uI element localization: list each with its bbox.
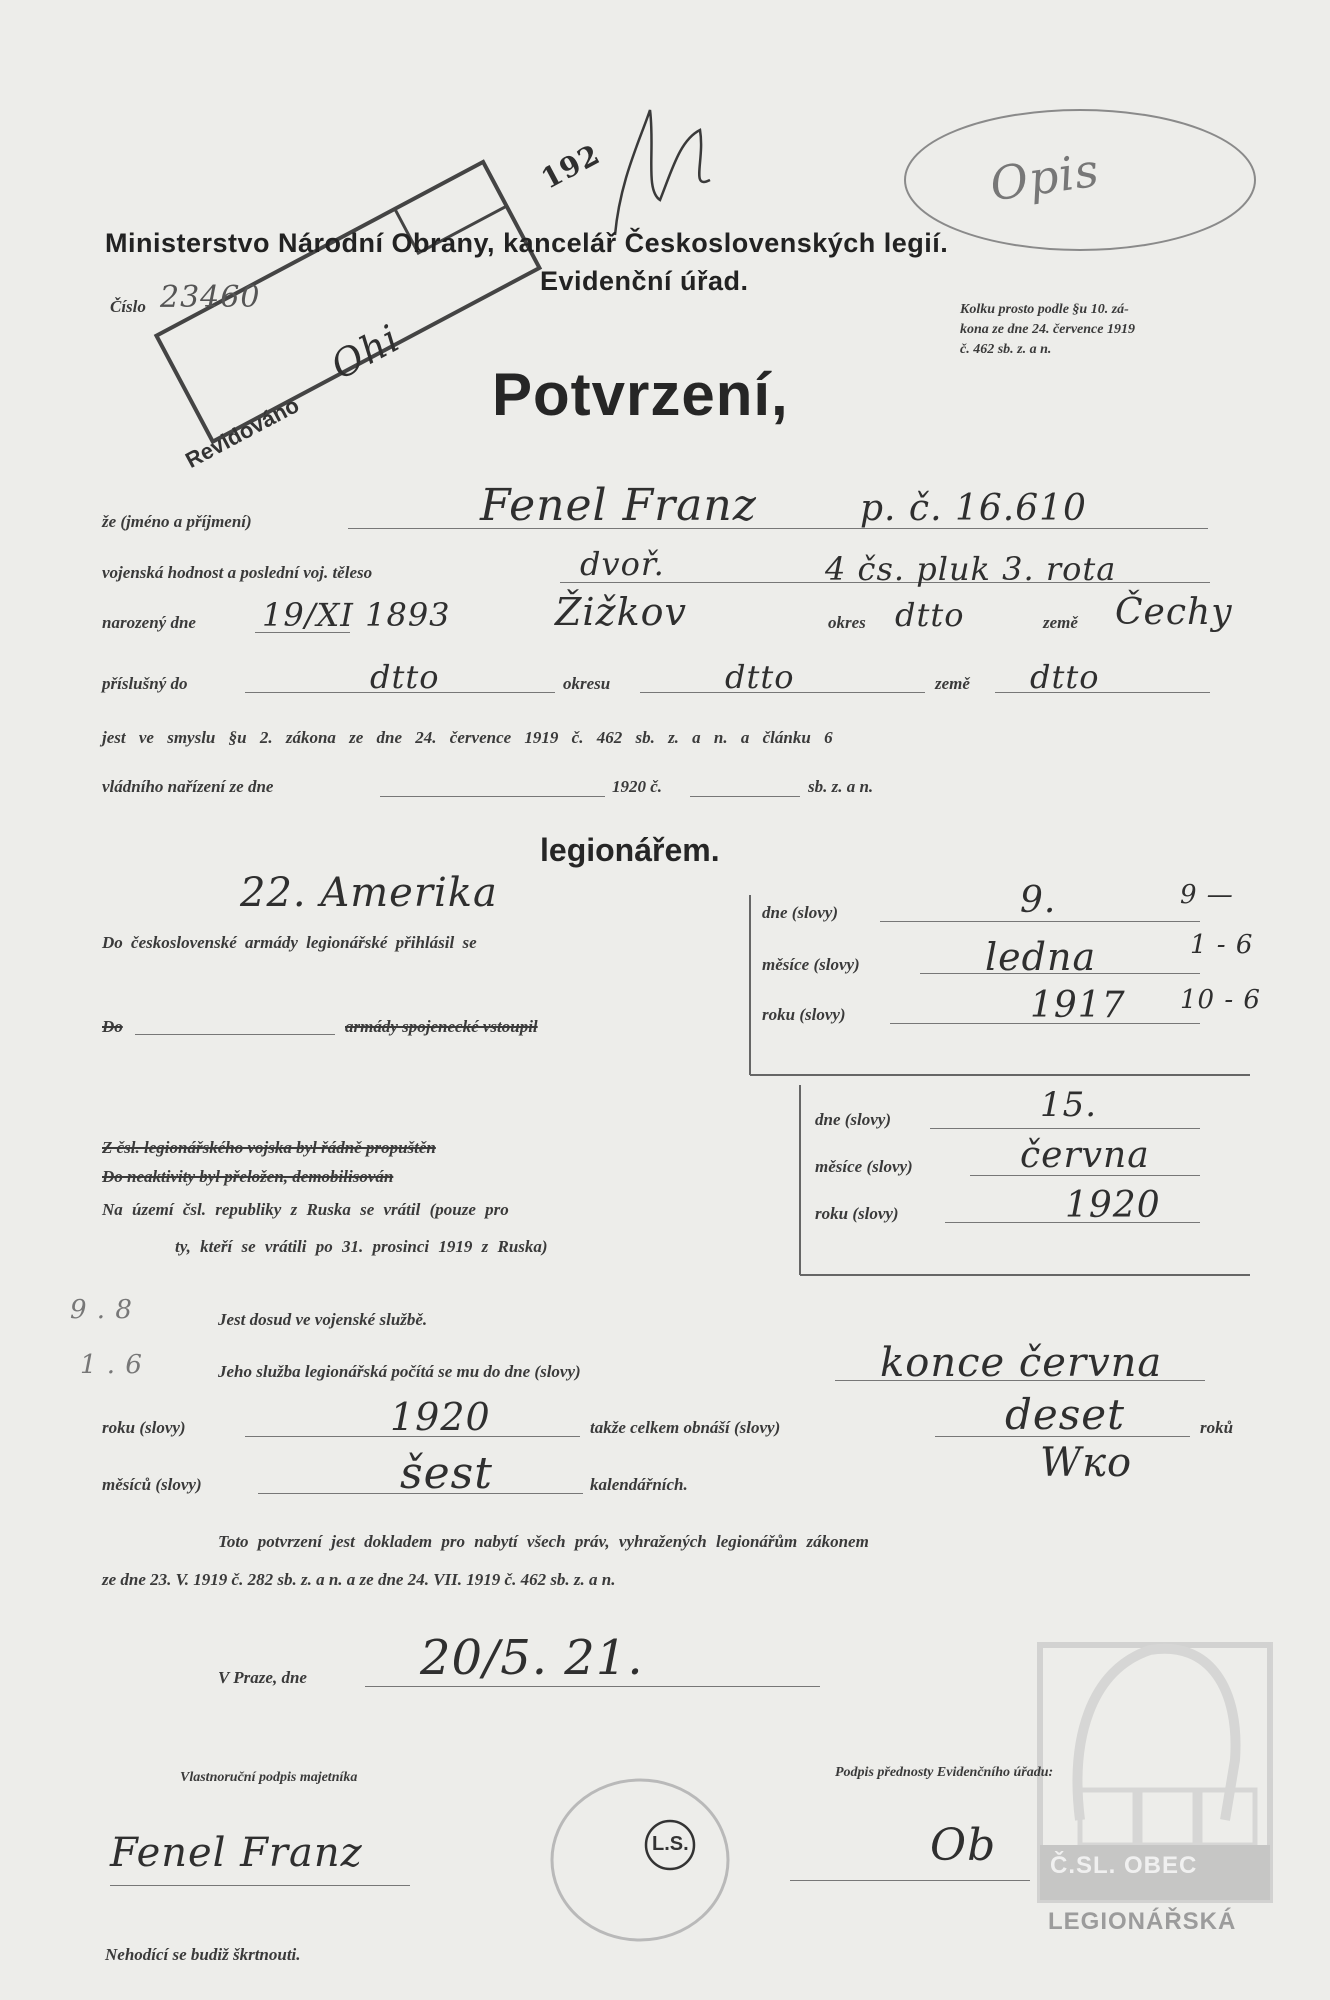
discharged-text: Z čsl. legionářského vojska byl řádně propuštěn bbox=[102, 1138, 436, 1157]
left-day-value: 15. bbox=[1040, 1085, 1098, 1125]
rank-value: dvoř. bbox=[580, 545, 665, 583]
zeme2-line bbox=[995, 692, 1210, 693]
born-date: 19/XI 1893 bbox=[262, 596, 451, 634]
service-roku-value: 1920 bbox=[390, 1395, 491, 1439]
owner-sign-line bbox=[110, 1885, 410, 1886]
mesicu-label: měsíců (slovy) bbox=[102, 1475, 202, 1494]
left-year-value: 1920 bbox=[1065, 1185, 1161, 1226]
left-day-label: dne (slovy) bbox=[815, 1110, 892, 1129]
zeme2-value: dtto bbox=[1030, 658, 1100, 696]
joined-margin-note: 10 - 6 bbox=[1180, 985, 1261, 1015]
zeme-label: země bbox=[1043, 613, 1078, 632]
joined-day-value: 9. bbox=[1020, 880, 1057, 921]
place-label: V Praze, dne bbox=[218, 1668, 307, 1687]
name-label: že (jméno a příjmení) bbox=[102, 512, 252, 531]
okres-label: okres bbox=[828, 613, 866, 632]
law-line1: jest ve smyslu §u 2. zákona ze dne 24. července 1919 č. 462 sb. z. a n. a článku 6 bbox=[102, 728, 833, 747]
round-seal bbox=[552, 1780, 728, 1940]
ministry-header: Ministerstvo Národní Obrany, kancelář Československých legií. bbox=[105, 228, 949, 258]
born-label: narozený dne bbox=[102, 613, 196, 632]
army-note: 22. Amerika bbox=[240, 870, 498, 916]
joined-text: Do československé armády legionářské přihlásil se bbox=[102, 933, 477, 952]
place-date: 20/5. 21. bbox=[420, 1630, 644, 1686]
born-place: Žižkov bbox=[555, 590, 687, 634]
margin-note-b: 1 . 6 bbox=[80, 1350, 143, 1380]
months-value: šest bbox=[400, 1448, 493, 1499]
rank-label: vojenská hodnost a poslední voj. těleso bbox=[102, 563, 373, 582]
cislo-label: Číslo bbox=[110, 297, 146, 316]
zeme2-label: země bbox=[935, 674, 970, 693]
kolek-note bbox=[960, 300, 1135, 360]
statement-line2: ze dne 23. V. 1919 č. 282 sb. z. a n. a ze dne 24. VII. 1919 č. 462 sb. z. a n. bbox=[102, 1570, 616, 1589]
okres-value: dtto bbox=[895, 596, 965, 634]
unit-value: 4 čs. pluk 3. rota bbox=[825, 550, 1117, 588]
owner-signature: Fenel Franz bbox=[110, 1830, 363, 1876]
footer-note: Nehodící se budiž škrtnouti. bbox=[105, 1945, 301, 1964]
joined-year-value: 1917 bbox=[1030, 985, 1126, 1026]
name-value: Fenel Franz bbox=[480, 480, 757, 531]
roku-suffix: roků bbox=[1200, 1418, 1234, 1437]
watermark-line2: LEGIONÁŘSKÁ bbox=[1048, 1908, 1237, 1935]
joined-day-label: dne (slovy) bbox=[762, 903, 839, 922]
owner-sign-label: Vlastnoruční podpis majetníka bbox=[180, 1770, 358, 1785]
joined-month-value: ledna bbox=[985, 935, 1097, 979]
joined-day-line bbox=[880, 921, 1200, 922]
service-counts-label: Jeho služba legionářská počítá se mu do dne (slovy) bbox=[218, 1362, 581, 1381]
left-day-line bbox=[930, 1128, 1200, 1129]
kolek-line: č. 462 sb. z. a n. bbox=[960, 342, 1052, 357]
okresu-value: dtto bbox=[725, 658, 795, 696]
prisl-value: dtto bbox=[370, 658, 440, 696]
returned-note: ty, kteří se vrátili po 31. prosinci 1919 z Ruska) bbox=[175, 1237, 548, 1256]
corner-note: Opis bbox=[986, 142, 1103, 212]
ls-label: L.S. bbox=[652, 1833, 689, 1855]
years-value: deset bbox=[1005, 1390, 1126, 1439]
margin-note-a: 9 . 8 bbox=[70, 1295, 133, 1325]
revidovano-hand: Ohi bbox=[323, 315, 407, 389]
initials: Wко bbox=[1040, 1440, 1133, 1486]
law-number-line bbox=[690, 796, 800, 797]
total-label: takže celkem obnáší (slovy) bbox=[590, 1418, 781, 1437]
official-signature: Ob bbox=[930, 1820, 997, 1871]
joined-margin-note: 1 - 6 bbox=[1190, 930, 1254, 960]
law-date-line bbox=[380, 796, 605, 797]
watermark-line1: Č.SL. OBEC bbox=[1050, 1852, 1198, 1879]
statement-line1: Toto potvrzení jest dokladem pro nabytí všech práv, vyhražených legionářům zákonem bbox=[218, 1532, 869, 1551]
demob-text: Do neaktivity byl přeložen, demobilisován bbox=[102, 1167, 394, 1186]
kolek-line: Kolku prosto podle §u 10. zá- bbox=[960, 302, 1129, 317]
top-signature bbox=[615, 110, 710, 235]
document-title: Potvrzení, bbox=[492, 361, 789, 428]
prisl-label: příslušný do bbox=[102, 674, 188, 693]
allied-line bbox=[135, 1034, 335, 1035]
law-line2-b: 1920 č. bbox=[612, 777, 663, 796]
kalendarnich: kalendářních. bbox=[590, 1475, 688, 1494]
law-line2-a: vládního nařízení ze dne bbox=[102, 777, 274, 796]
returned-text: Na území čsl. republiky z Ruska se vrátil (pouze pro bbox=[102, 1200, 509, 1219]
stamp-number: 192 bbox=[535, 137, 606, 196]
official-sign-label: Podpis přednosty Evidenčního úřadu: bbox=[835, 1765, 1054, 1780]
allied-prefix: Do bbox=[102, 1017, 123, 1036]
left-year-label: roku (slovy) bbox=[815, 1204, 899, 1223]
pc-value: p. č. 16.610 bbox=[860, 488, 1087, 529]
left-month-value: června bbox=[1020, 1135, 1150, 1176]
service-roku-label: roku (slovy) bbox=[102, 1418, 186, 1437]
office-header: Evidenční úřad. bbox=[540, 266, 749, 296]
revidovano-label: Revidováno bbox=[181, 392, 304, 473]
okresu-label: okresu bbox=[563, 674, 611, 693]
left-month-label: měsíce (slovy) bbox=[815, 1157, 913, 1176]
cislo-value: 23460 bbox=[160, 280, 261, 315]
zeme-value: Čechy bbox=[1115, 592, 1233, 633]
service-until-value: konce června bbox=[880, 1340, 1163, 1386]
law-line2-c: sb. z. a n. bbox=[808, 777, 874, 796]
allied-text: armády spojenecké vstoupil bbox=[345, 1017, 538, 1036]
still-in-service: Jest dosud ve vojenské službě. bbox=[218, 1310, 428, 1329]
joined-year-label: roku (slovy) bbox=[762, 1005, 846, 1024]
official-sign-line bbox=[790, 1880, 1030, 1881]
joined-margin-note: 9 — bbox=[1180, 880, 1234, 910]
place-line bbox=[365, 1686, 820, 1687]
kolek-line: kona ze dne 24. července 1919 bbox=[960, 322, 1135, 337]
joined-month-label: měsíce (slovy) bbox=[762, 955, 860, 974]
legionarem-heading: legionářem. bbox=[540, 832, 720, 868]
